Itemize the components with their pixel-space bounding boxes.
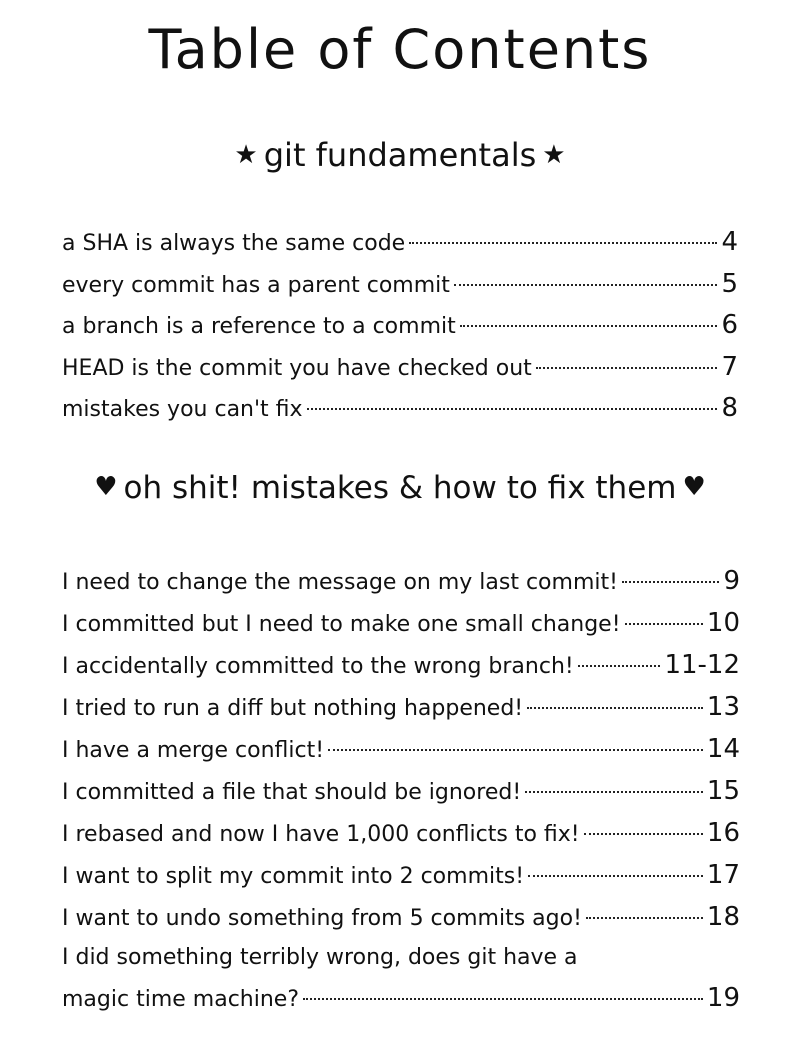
- dot-leader: [460, 325, 718, 327]
- toc-entry[interactable]: [62, 938, 740, 1013]
- dot-leader: [528, 875, 703, 877]
- toc-list-git-fundamentals: [62, 222, 738, 430]
- dot-leader: [454, 284, 718, 286]
- toc-page-number: 4: [721, 227, 738, 257]
- dot-leader: [525, 791, 703, 793]
- star-icon: ★: [542, 140, 566, 170]
- toc-entry[interactable]: [62, 644, 740, 686]
- toc-page-number: 19: [706, 983, 740, 1013]
- dot-leader: [578, 665, 661, 667]
- toc-entry[interactable]: [62, 728, 740, 770]
- toc-page-number: 10: [706, 608, 740, 638]
- toc-page-number: 16: [706, 818, 740, 848]
- toc-entry-text: I did something terribly wrong, does git have a: [62, 945, 578, 970]
- toc-entry-text: I tried to run a diff but nothing happened!: [62, 696, 524, 721]
- toc-entry-text: I want to undo something from 5 commits ago!: [62, 906, 582, 931]
- toc-page-number: 8: [721, 393, 738, 423]
- toc-entry[interactable]: [62, 222, 738, 264]
- dot-leader: [409, 242, 717, 244]
- dot-leader: [586, 917, 703, 919]
- toc-page-number: 11-12: [664, 650, 740, 680]
- section-heading-text: git fundamentals: [263, 136, 537, 174]
- toc-list-mistakes: [62, 560, 740, 1013]
- dot-leader: [303, 998, 703, 1000]
- section-heading-oh-shit-mistakes: [0, 470, 800, 506]
- toc-entry[interactable]: [62, 686, 740, 728]
- toc-page-number: 14: [706, 734, 740, 764]
- toc-page-number: 15: [706, 776, 740, 806]
- toc-entry[interactable]: [62, 560, 740, 602]
- toc-page-number: 9: [723, 566, 740, 596]
- toc-entry-text: I committed but I need to make one small change!: [62, 612, 621, 637]
- toc-entry[interactable]: [62, 812, 740, 854]
- section-heading-text: oh shit! mistakes & how to fix them: [123, 470, 677, 506]
- toc-entry[interactable]: [62, 854, 740, 896]
- heart-icon: ♥: [94, 472, 118, 502]
- page-title: Table of Contents: [148, 18, 652, 81]
- toc-entry-text: every commit has a parent commit: [62, 272, 450, 298]
- toc-page-number: 7: [721, 351, 738, 382]
- toc-entry[interactable]: [62, 602, 740, 644]
- toc-page-number: 17: [706, 860, 740, 890]
- toc-entry[interactable]: [62, 347, 738, 389]
- toc-entry-text: HEAD is the commit you have checked out: [62, 355, 532, 381]
- toc-entry[interactable]: [62, 896, 740, 938]
- toc-entry-text: I want to split my commit into 2 commits!: [62, 864, 525, 889]
- toc-page-number: 5: [721, 268, 738, 299]
- toc-entry-continuation: [62, 978, 740, 1018]
- toc-page-number: 18: [706, 902, 740, 932]
- toc-entry-text: mistakes you can't fix: [62, 397, 303, 422]
- dot-leader: [584, 833, 703, 835]
- toc-entry-text: I need to change the message on my last commit!: [62, 570, 618, 595]
- heart-icon: ♥: [682, 472, 706, 502]
- dot-leader: [625, 623, 703, 625]
- toc-entry-text: a branch is a reference to a commit: [62, 314, 456, 339]
- star-icon: ★: [234, 140, 258, 170]
- toc-entry[interactable]: [62, 388, 738, 430]
- toc-entry-text: I rebased and now I have 1,000 conflicts to fix!: [62, 822, 580, 847]
- section-heading-git-fundamentals: [0, 136, 800, 174]
- toc-entry-text: a SHA is always the same code: [62, 231, 406, 256]
- toc-page-number: 6: [721, 310, 738, 340]
- dot-leader: [622, 581, 720, 583]
- toc-entry-text: I have a merge conflict!: [62, 738, 325, 763]
- toc-entry-text: I accidentally committed to the wrong branch!: [62, 654, 574, 679]
- toc-entry[interactable]: [62, 305, 738, 347]
- toc-entry-text: magic time machine?: [62, 987, 299, 1012]
- toc-entry-text: I committed a file that should be ignored!: [62, 780, 522, 805]
- toc-entry[interactable]: [62, 770, 740, 812]
- toc-entry[interactable]: [62, 264, 738, 306]
- dot-leader: [328, 749, 703, 751]
- dot-leader: [307, 408, 718, 410]
- toc-page-number: 13: [706, 692, 740, 722]
- dot-leader: [527, 707, 703, 709]
- dot-leader: [536, 367, 718, 369]
